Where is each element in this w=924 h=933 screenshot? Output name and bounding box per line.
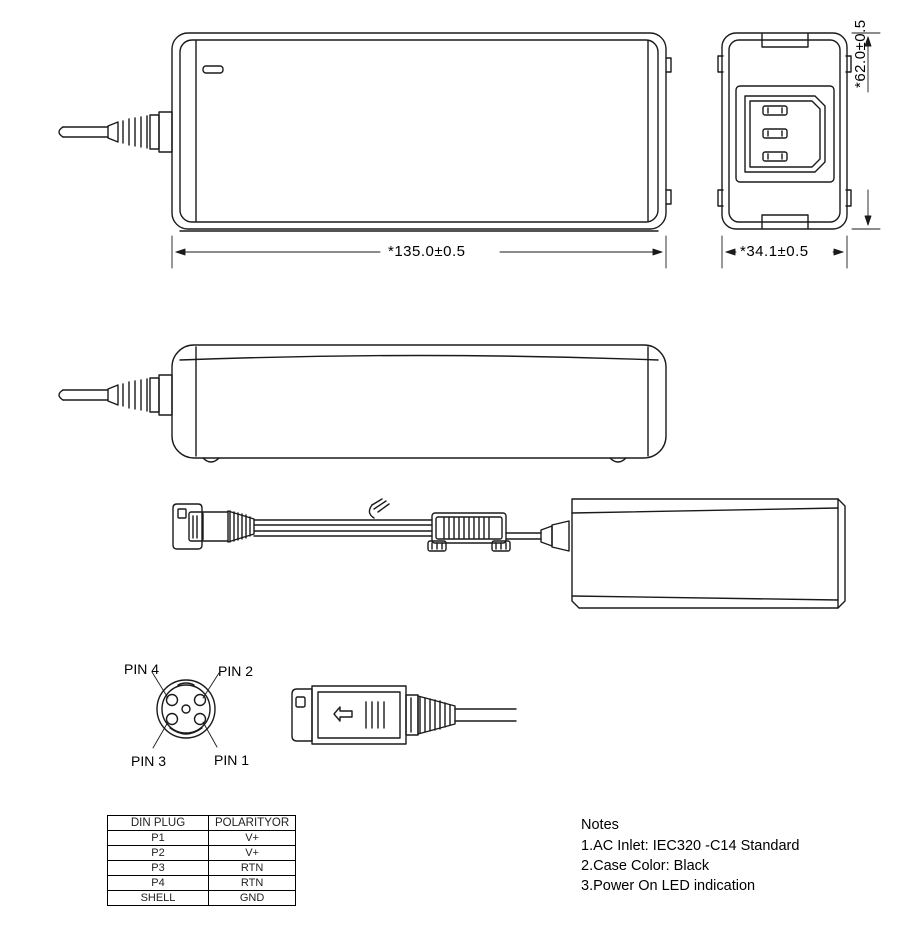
dimension-label-height: *62.0±0.5 bbox=[852, 19, 869, 88]
table-row bbox=[108, 891, 296, 906]
notes-title: Notes bbox=[581, 817, 619, 833]
pin-label-1: PIN 1 bbox=[214, 752, 250, 768]
assembly-view bbox=[173, 499, 845, 608]
pin-label-4: PIN 4 bbox=[124, 661, 160, 677]
table-row bbox=[108, 861, 296, 876]
cell-polarity: GND bbox=[209, 891, 296, 906]
cell-pin: P2 bbox=[108, 846, 209, 861]
table-header-row bbox=[108, 816, 296, 831]
dimension-label-width: *34.1±0.5 bbox=[740, 243, 809, 260]
cell-polarity: V+ bbox=[209, 831, 296, 846]
cell-polarity: RTN bbox=[209, 861, 296, 876]
cell-polarity: RTN bbox=[209, 876, 296, 891]
cell-pin: P4 bbox=[108, 876, 209, 891]
cell-polarity: V+ bbox=[209, 846, 296, 861]
cell-pin: SHELL bbox=[108, 891, 209, 906]
note-item-3: 3.Power On LED indication bbox=[581, 878, 756, 894]
adapter-inlet-view bbox=[718, 33, 851, 229]
adapter-front-view bbox=[59, 345, 666, 462]
notes-block bbox=[581, 815, 799, 896]
table-row bbox=[108, 876, 296, 891]
cell-pin: P3 bbox=[108, 861, 209, 876]
table-header-din-plug: DIN PLUG bbox=[108, 816, 209, 831]
table-row bbox=[108, 831, 296, 846]
cell-pin: P1 bbox=[108, 831, 209, 846]
din-plug-polarity-table bbox=[107, 815, 296, 906]
table-header-polarity: POLARITYOR bbox=[209, 816, 296, 831]
table-row bbox=[108, 846, 296, 861]
adapter-top-view bbox=[59, 33, 671, 231]
pin-label-3: PIN 3 bbox=[131, 753, 167, 769]
din-connector-pinout bbox=[152, 672, 219, 748]
note-item-2: 2.Case Color: Black bbox=[581, 858, 710, 874]
dimension-label-length: *135.0±0.5 bbox=[388, 243, 466, 260]
pin-label-2: PIN 2 bbox=[218, 663, 254, 679]
din-plug-side-view bbox=[292, 686, 516, 744]
note-item-1: 1.AC Inlet: IEC320 -C14 Standard bbox=[581, 838, 800, 854]
